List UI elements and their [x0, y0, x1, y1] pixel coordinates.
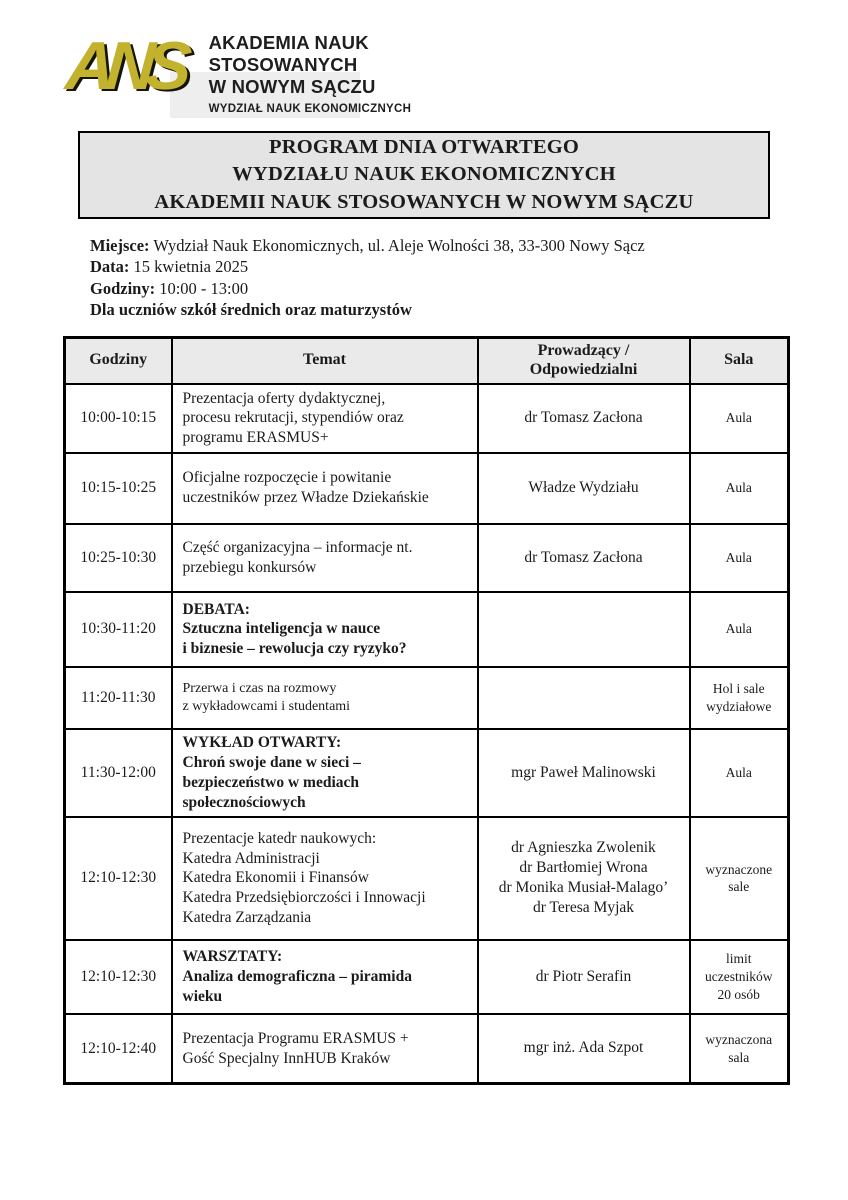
- info-godziny: [90, 278, 645, 299]
- row-time: [65, 1014, 172, 1084]
- row-time: [65, 524, 172, 592]
- row-time: [65, 817, 172, 940]
- row-speaker: [478, 524, 690, 592]
- title-box: [78, 131, 770, 219]
- row-speaker: [478, 384, 690, 453]
- row-speaker-line: dr Teresa Myjak: [532, 899, 635, 917]
- table-row: [65, 817, 789, 940]
- row-topic-line: przebiegu konkursów: [182, 558, 317, 576]
- table-row: [65, 592, 789, 667]
- row-topic-line: Katedra Administracji: [182, 849, 320, 867]
- row-topic-line: procesu rekrutacji, stypendiów oraz: [182, 409, 404, 427]
- row-speaker-line: mgr inż. Ada Szpot: [523, 1039, 644, 1057]
- row-topic: [172, 524, 478, 592]
- schedule-header: [65, 338, 789, 384]
- row-topic-line: Oficjalne rozpoczęcie i powitanie: [182, 469, 392, 487]
- row-topic-line: Chroń swoje dane w sieci –: [182, 753, 361, 771]
- row-room: [690, 592, 789, 667]
- row-topic-line: Prezentacje katedr naukowych:: [182, 829, 377, 847]
- row-topic-line: Przerwa i czas na rozmowy: [182, 680, 337, 696]
- column-header: [65, 338, 172, 384]
- row-time: [65, 384, 172, 453]
- row-speaker: [478, 592, 690, 667]
- row-room: [690, 817, 789, 940]
- row-speaker-line: dr Tomasz Zacłona: [524, 409, 643, 427]
- info-miejsce: [90, 235, 645, 256]
- row-topic-line: Gość Specjalny InnHUB Kraków: [182, 1049, 391, 1067]
- row-speaker: [478, 1014, 690, 1084]
- logo-department: WYDZIAŁ NAUK EKONOMICZNYCH: [208, 102, 412, 115]
- info-godziny-value: 10:00 - 13:00: [155, 278, 249, 298]
- column-header: [478, 338, 690, 384]
- row-topic-line: Prezentacja Programu ERASMUS +: [182, 1029, 409, 1047]
- row-speaker-line: dr Agnieszka Zwolenik: [511, 838, 656, 856]
- info-audience: Dla uczniów szkół średnich oraz maturzystów: [90, 300, 412, 320]
- column-header-line: Temat: [303, 351, 346, 369]
- row-room: [690, 384, 789, 453]
- row-speaker-line: dr Tomasz Zacłona: [524, 548, 643, 566]
- row-topic-line: Prezentacja oferty dydaktycznej,: [182, 389, 386, 407]
- row-time: [65, 729, 172, 817]
- row-topic-line: WYKŁAD OTWARTY:: [182, 734, 342, 752]
- row-topic-line: społecznościowych: [182, 793, 306, 811]
- row-speaker: [478, 667, 690, 729]
- university-logo: [63, 24, 412, 117]
- row-time-line: 11:20-11:30: [80, 688, 156, 706]
- row-topic-line: i biznesie – rewolucja czy ryzyko?: [182, 640, 407, 658]
- row-time-line: 10:15-10:25: [80, 479, 157, 497]
- row-room-line: Aula: [725, 410, 752, 426]
- column-header: [690, 338, 789, 384]
- info-miejsce-label: Miejsce:: [90, 236, 150, 255]
- info-data: [90, 256, 645, 277]
- table-row: [65, 384, 789, 453]
- row-topic-line: Analiza demograficzna – piramida: [182, 967, 412, 985]
- column-header: [172, 338, 478, 384]
- row-time-line: 10:30-11:20: [80, 620, 156, 638]
- info-data-label: Data:: [90, 257, 130, 277]
- event-info: [90, 235, 645, 321]
- row-time: [65, 940, 172, 1014]
- table-row: [65, 524, 789, 592]
- row-topic-line: uczestników przez Władze Dziekańskie: [182, 489, 429, 507]
- row-time: [65, 453, 172, 524]
- row-topic-line: wieku: [182, 987, 223, 1005]
- row-room-line: Hol i sale: [712, 681, 765, 697]
- row-time-line: 11:30-12:00: [80, 763, 156, 781]
- row-topic: [172, 817, 478, 940]
- table-row: [65, 940, 789, 1014]
- title-line: PROGRAM DNIA OTWARTEGO: [268, 136, 580, 159]
- row-room: [690, 667, 789, 729]
- column-header-line: Sala: [724, 351, 754, 369]
- row-room-line: sala: [728, 1049, 750, 1065]
- row-topic: [172, 940, 478, 1014]
- row-room: [690, 453, 789, 524]
- row-speaker: [478, 940, 690, 1014]
- logo-name-line: AKADEMIA NAUK: [208, 32, 369, 53]
- row-room-line: wyznaczona: [705, 1031, 773, 1047]
- row-room: [690, 940, 789, 1014]
- row-room-line: wyznaczone: [705, 861, 773, 877]
- header-row: [65, 338, 789, 384]
- logo-text-block: [209, 24, 412, 117]
- table-row: [65, 729, 789, 817]
- row-speaker-line: dr Piotr Serafin: [535, 967, 632, 985]
- info-godziny-label: Godziny:: [90, 278, 156, 298]
- column-header-line: Odpowiedzialni: [529, 360, 638, 378]
- row-topic: [172, 729, 478, 817]
- row-topic-line: Część organizacyjna – informacje nt.: [182, 538, 413, 556]
- row-speaker: [478, 729, 690, 817]
- row-topic-line: programu ERASMUS+: [182, 429, 329, 447]
- schedule-body: [65, 384, 789, 1084]
- row-room-line: limit: [725, 951, 752, 967]
- table-row: [65, 667, 789, 729]
- row-topic: [172, 453, 478, 524]
- row-topic: [172, 667, 478, 729]
- row-speaker: [478, 453, 690, 524]
- column-header-line: Prowadzący /: [537, 342, 630, 359]
- logo-name-line: W NOWYM SĄCZU: [208, 76, 376, 98]
- row-time-line: 12:10-12:40: [80, 1039, 157, 1057]
- row-topic-line: DEBATA:: [182, 600, 250, 618]
- row-speaker-line: dr Monika Musiał-Malago’: [498, 879, 669, 897]
- row-room-line: Aula: [725, 480, 752, 496]
- row-time-line: 10:25-10:30: [80, 548, 157, 566]
- row-room-line: 20 osób: [717, 986, 760, 1002]
- row-topic: [172, 592, 478, 667]
- title-line: AKADEMII NAUK STOSOWANYCH W NOWYM SĄCZU: [154, 190, 694, 213]
- row-room-line: Aula: [725, 764, 752, 780]
- row-time: [65, 667, 172, 729]
- row-speaker-line: dr Bartłomiej Wrona: [519, 859, 648, 877]
- schedule-table: [63, 336, 790, 1085]
- info-miejsce-value: Wydział Nauk Ekonomicznych, ul. Aleje Wolności 38, 33-300 Nowy Sącz: [149, 236, 645, 255]
- row-topic-line: Katedra Przedsiębiorczości i Innowacji: [182, 889, 426, 907]
- row-topic-line: WARSZTATY:: [182, 948, 283, 965]
- table-row: [65, 1014, 789, 1084]
- row-topic: [172, 384, 478, 453]
- column-header-line: Godziny: [89, 351, 148, 369]
- row-topic-line: Katedra Ekonomii i Finansów: [182, 869, 369, 887]
- row-room: [690, 524, 789, 592]
- row-room-line: Aula: [725, 549, 752, 565]
- title-line: WYDZIAŁU NAUK EKONOMICZNYCH: [232, 163, 616, 186]
- row-time-line: 12:10-12:30: [80, 869, 157, 887]
- row-topic: [172, 1014, 478, 1084]
- row-time-line: 10:00-10:15: [80, 409, 157, 427]
- row-time: [65, 592, 172, 667]
- row-topic-line: bezpieczeństwo w mediach: [182, 773, 359, 791]
- table-row: [65, 453, 789, 524]
- row-room-line: sale: [728, 879, 750, 895]
- row-room: [690, 1014, 789, 1084]
- ans-logo-mark: ANS: [63, 28, 186, 104]
- row-topic-line: Katedra Zarządzania: [182, 908, 312, 926]
- row-room-line: uczestników: [705, 968, 773, 984]
- row-room: [690, 729, 789, 817]
- logo-name-line: STOSOWANYCH: [208, 54, 358, 76]
- row-time-line: 12:10-12:30: [80, 967, 157, 985]
- row-speaker: [478, 817, 690, 940]
- info-data-value: 15 kwietnia 2025: [129, 257, 249, 277]
- row-room-line: Aula: [725, 621, 752, 637]
- row-speaker-line: Władze Wydziału: [528, 479, 639, 497]
- row-topic-line: z wykładowcami i studentami: [182, 698, 351, 714]
- row-speaker-line: mgr Paweł Malinowski: [511, 763, 656, 781]
- row-topic-line: Sztuczna inteligencja w nauce: [182, 620, 381, 638]
- row-room-line: wydziałowe: [706, 698, 772, 714]
